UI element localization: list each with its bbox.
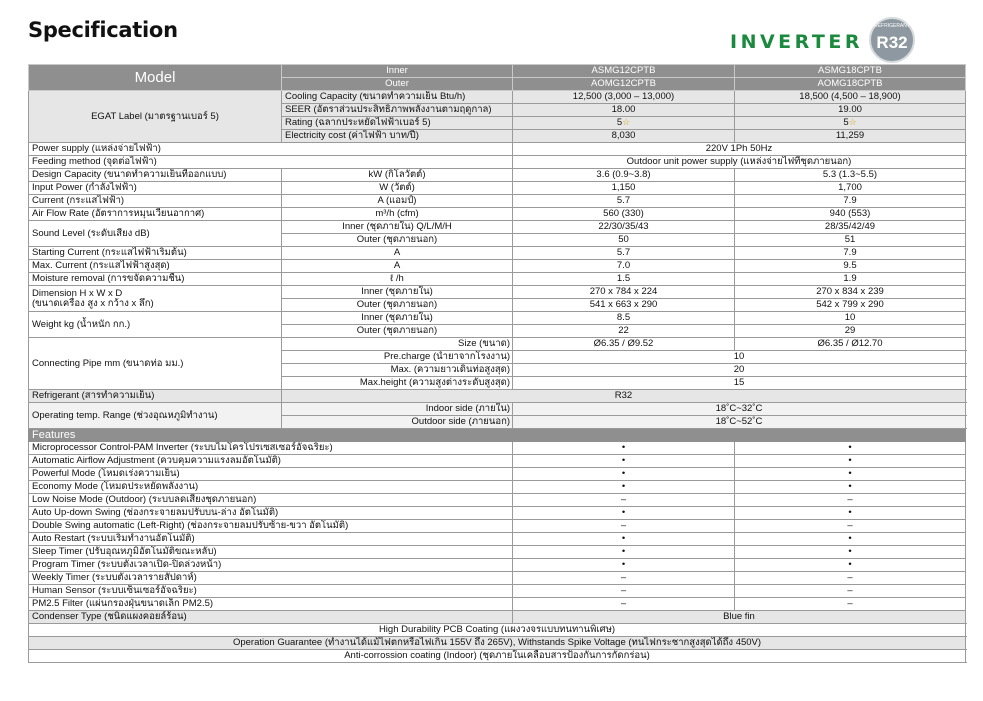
- spec-value: 1.5: [513, 273, 735, 286]
- pipe-max-label: Max. (ความยาวเดินท่อสูงสุด): [282, 364, 513, 377]
- operating-outdoor-value: 18˚C~52˚C: [513, 416, 966, 429]
- operating-indoor-label: Indoor side (ภายใน): [282, 403, 513, 416]
- feature-mark: •: [513, 507, 735, 520]
- spec-unit: m³/h (cfm): [282, 208, 513, 221]
- spec-row: [29, 260, 966, 273]
- feature-row: [29, 572, 966, 585]
- feature-row: [29, 520, 966, 533]
- weight-inner-value: 8.5: [513, 312, 735, 325]
- feature-row: [29, 442, 966, 455]
- feature-mark: –: [735, 585, 966, 598]
- spec-value: 1,150: [513, 182, 735, 195]
- footer-line: Operation Guarantee (ทำงานได้แม้ไฟตกหรือไฟเกิน 155V ถึง 265V), Withstands Spike Voltage (ทนไฟกระชากสูงสุดได้ถึง 450V): [29, 637, 966, 650]
- star-icon: ☆: [848, 117, 857, 128]
- spec-label: Max. Current (กระแสไฟฟ้าสูงสุด): [29, 260, 282, 273]
- rating-cell: [735, 117, 966, 130]
- feature-mark: –: [513, 585, 735, 598]
- pipe-size-value: Ø6.35 / Ø9.52: [513, 338, 735, 351]
- outer-model-2: AOMG18CPTB: [735, 78, 966, 91]
- pipe-precharge-label: Pre.charge (น้ำยาจากโรงงาน): [282, 351, 513, 364]
- spec-label: Moisture removal (การขจัดความชื้น): [29, 273, 282, 286]
- spec-value: 7.9: [735, 195, 966, 208]
- feature-mark: –: [513, 494, 735, 507]
- footer-row: [29, 624, 966, 637]
- pipe-precharge-value: 10: [513, 351, 966, 364]
- refrigerant-value: R32: [282, 390, 966, 403]
- spec-value: 940 (553): [735, 208, 966, 221]
- feature-row: [29, 559, 966, 572]
- spec-value: 5.7: [513, 247, 735, 260]
- spec-value: 1.9: [735, 273, 966, 286]
- dimension-inner-value: 270 x 784 x 224: [513, 286, 735, 299]
- spec-label: Current (กระแสไฟฟ้า): [29, 195, 282, 208]
- feature-row: [29, 533, 966, 546]
- egat-row-label: Rating (ฉลากประหยัดไฟฟ้าเบอร์ 5): [282, 117, 513, 130]
- spec-label: Starting Current (กระแสไฟฟ้าเริ่มต้น): [29, 247, 282, 260]
- operating-label: Operating temp. Range (ช่วงอุณหภูมิทำงาน): [29, 403, 282, 429]
- refrigerant-label: Refrigerant (สารทำความเย็น): [29, 390, 282, 403]
- weight-inner-label: Inner (ชุดภายใน): [282, 312, 513, 325]
- egat-value: 18,500 (4,500 – 18,900): [735, 91, 966, 104]
- weight-inner-value: 10: [735, 312, 966, 325]
- egat-value: 8,030: [513, 130, 735, 143]
- feature-label: Auto Restart (ระบบเริ่มทำงานอัตโนมัติ): [29, 533, 513, 546]
- sound-outer-value: 50: [513, 234, 735, 247]
- spec-value: 7.9: [735, 247, 966, 260]
- spec-table: [28, 64, 966, 663]
- pipe-maxh-value: 15: [513, 377, 966, 390]
- feature-mark: –: [735, 494, 966, 507]
- badge-sub-text: REFRIGERANT: [874, 23, 910, 29]
- spec-value: 560 (330): [513, 208, 735, 221]
- brand-name: INVERTER: [730, 31, 864, 53]
- r32-badge-icon: [869, 17, 915, 63]
- power-supply-value: 220V 1Ph 50Hz: [513, 143, 966, 156]
- feature-label: PM2.5 Filter (แผ่นกรองฝุ่นขนาดเล็ก PM2.5): [29, 598, 513, 611]
- footer-row: [29, 650, 966, 663]
- weight-outer-label: Outer (ชุดภายนอก): [282, 325, 513, 338]
- egat-value: 19.00: [735, 104, 966, 117]
- feature-label: Program Timer (ระบบตั้งเวลาเปิด-ปิดล่วงหน้า): [29, 559, 513, 572]
- feeding-row: [29, 156, 966, 169]
- feeding-value: Outdoor unit power supply (แหล่งจ่ายไฟที่ชุดภายนอก): [513, 156, 966, 169]
- refrigerant-row: [29, 390, 966, 403]
- feature-label: Human Sensor (ระบบเซ็นเซอร์อัจฉริยะ): [29, 585, 513, 598]
- feature-row: [29, 598, 966, 611]
- feature-label: Double Swing automatic (Left-Right) (ช่องกระจายลมปรับซ้าย-ขวา อัตโนมัติ): [29, 520, 513, 533]
- spec-label: Input Power (กำลังไฟฟ้า): [29, 182, 282, 195]
- pipe-size-row: [29, 338, 966, 351]
- feature-row: [29, 585, 966, 598]
- egat-row-label: Electricity cost (ค่าไฟฟ้า บาท/ปี): [282, 130, 513, 143]
- feature-mark: •: [735, 546, 966, 559]
- dimension-outer-label: Outer (ชุดภายนอก): [282, 299, 513, 312]
- egat-row-label: SEER (อัตราส่วนประสิทธิภาพพลังงานตามฤดูกาล): [282, 104, 513, 117]
- condenser-row: [29, 611, 966, 624]
- dimension-sublabel: (ขนาดเครื่อง สูง x กว้าง x ลึก): [32, 297, 154, 309]
- spec-value: 9.5: [735, 260, 966, 273]
- power-supply-label: Power supply (แหล่งจ่ายไฟฟ้า): [29, 143, 513, 156]
- operating-outdoor-label: Outdoor side (ภายนอก): [282, 416, 513, 429]
- feature-mark: –: [513, 520, 735, 533]
- feature-mark: •: [513, 455, 735, 468]
- feature-row: [29, 494, 966, 507]
- condenser-value: Blue fin: [513, 611, 966, 624]
- dimension-inner-value: 270 x 834 x 239: [735, 286, 966, 299]
- egat-label: EGAT Label (มาตรฐานเบอร์ 5): [29, 91, 282, 143]
- outer-model-1: AOMG12CPTB: [513, 78, 735, 91]
- egat-value: 18.00: [513, 104, 735, 117]
- dimension-outer-value: 541 x 663 x 290: [513, 299, 735, 312]
- spec-value: 5.7: [513, 195, 735, 208]
- star-icon: ☆: [622, 117, 631, 128]
- weight-label: Weight kg (น้ำหนัก กก.): [29, 312, 282, 338]
- egat-value: 11,259: [735, 130, 966, 143]
- operating-indoor-row: [29, 403, 966, 416]
- footer-line: Anti-corrossion coating (Indoor) (ชุดภายในเคลือบสารป้องกันการกัดกร่อน): [29, 650, 966, 663]
- spec-label: Design Capacity (ขนาดทำความเย็นที่ออกแบบ): [29, 169, 282, 182]
- spec-value: 5.3 (1.3~5.5): [735, 169, 966, 182]
- spec-row: [29, 182, 966, 195]
- feature-mark: –: [513, 598, 735, 611]
- feature-mark: •: [513, 481, 735, 494]
- spec-value: 7.0: [513, 260, 735, 273]
- sound-inner-value: 28/35/42/49: [735, 221, 966, 234]
- features-header: Features: [29, 429, 966, 442]
- feature-row: [29, 507, 966, 520]
- feature-row: [29, 455, 966, 468]
- feature-mark: •: [735, 442, 966, 455]
- spec-label: Air Flow Rate (อัตราการหมุนเวียนอากาศ): [29, 208, 282, 221]
- feature-label: Auto Up-down Swing (ช่องกระจายลมปรับบน-ล่าง อัตโนมัติ): [29, 507, 513, 520]
- sound-inner-row: [29, 221, 966, 234]
- feature-row: [29, 468, 966, 481]
- footer-line: High Durability PCB Coating (แผงวงจรแบบทนทานพิเศษ): [29, 624, 966, 637]
- dimension-inner-label: Inner (ชุดภายใน): [282, 286, 513, 299]
- model-header-row: [29, 65, 966, 78]
- outer-header-label: Outer: [282, 78, 513, 91]
- sound-inner-value: 22/30/35/43: [513, 221, 735, 234]
- feature-label: Weekly Timer (ระบบตั้งเวลารายสัปดาห์): [29, 572, 513, 585]
- feature-mark: •: [735, 468, 966, 481]
- pipe-size-label: Size (ขนาด): [282, 338, 513, 351]
- feature-mark: •: [735, 455, 966, 468]
- inner-model-1: ASMG12CPTB: [513, 65, 735, 78]
- dimension-outer-value: 542 x 799 x 290: [735, 299, 966, 312]
- pipe-size-value: Ø6.35 / Ø12.70: [735, 338, 966, 351]
- feature-mark: •: [513, 442, 735, 455]
- feature-mark: •: [735, 481, 966, 494]
- feature-label: Low Noise Mode (Outdoor) (ระบบลดเสียงชุดภายนอก): [29, 494, 513, 507]
- feature-mark: •: [735, 533, 966, 546]
- feature-label: Microprocessor Control-PAM Inverter (ระบบไมโครโปรเซสเซอร์อัจฉริยะ): [29, 442, 513, 455]
- spec-row: [29, 208, 966, 221]
- spec-unit: A (แอมป์): [282, 195, 513, 208]
- feature-row: [29, 481, 966, 494]
- inverter-logo: [730, 21, 915, 63]
- feature-mark: •: [513, 533, 735, 546]
- spec-unit: kW (กิโลวัตต์): [282, 169, 513, 182]
- feature-label: Sleep Timer (ปรับอุณหภูมิอัตโนมัติขณะหลับ): [29, 546, 513, 559]
- rating-value: 5: [843, 117, 849, 129]
- spec-row: [29, 247, 966, 260]
- spec-row: [29, 273, 966, 286]
- sound-label: Sound Level (ระดับเสียง dB): [29, 221, 282, 247]
- dimension-inner-row: [29, 286, 966, 299]
- feature-label: Powerful Mode (โหมดเร่งความเย็น): [29, 468, 513, 481]
- spec-value: 1,700: [735, 182, 966, 195]
- feature-mark: •: [735, 507, 966, 520]
- feature-row: [29, 546, 966, 559]
- feature-mark: •: [735, 559, 966, 572]
- sound-outer-label: Outer (ชุดภายนอก): [282, 234, 513, 247]
- condenser-label: Condenser Type (ชนิดแผงคอยล์ร้อน): [29, 611, 513, 624]
- weight-outer-value: 22: [513, 325, 735, 338]
- weight-inner-row: [29, 312, 966, 325]
- egat-row-label: Cooling Capacity (ขนาดทำความเย็น Btu/h): [282, 91, 513, 104]
- page-title: Specification: [28, 18, 178, 42]
- egat-row: [29, 91, 966, 104]
- feature-mark: –: [513, 572, 735, 585]
- feature-mark: –: [735, 572, 966, 585]
- spec-unit: A: [282, 260, 513, 273]
- power-supply-row: [29, 143, 966, 156]
- pipe-label: Connecting Pipe mm (ขนาดท่อ มม.): [29, 338, 282, 390]
- feature-mark: •: [513, 546, 735, 559]
- footer-row: [29, 637, 966, 650]
- feature-mark: –: [735, 598, 966, 611]
- rating-cell: [513, 117, 735, 130]
- egat-value: 12,500 (3,000 – 13,000): [513, 91, 735, 104]
- feature-mark: •: [513, 468, 735, 481]
- feature-mark: •: [513, 559, 735, 572]
- sound-inner-label: Inner (ชุดภายใน) Q/L/M/H: [282, 221, 513, 234]
- model-label: Model: [29, 65, 282, 91]
- badge-main-text: R32: [876, 33, 908, 52]
- pipe-max-value: 20: [513, 364, 966, 377]
- operating-indoor-value: 18˚C~32˚C: [513, 403, 966, 416]
- feature-label: Automatic Airflow Adjustment (ควบคุมความแรงลมอัตโนมัติ): [29, 455, 513, 468]
- dimension-label: Dimension H x W x D: [32, 288, 123, 299]
- weight-outer-value: 29: [735, 325, 966, 338]
- spec-unit: W (วัตต์): [282, 182, 513, 195]
- spec-unit: A: [282, 247, 513, 260]
- spec-row: [29, 195, 966, 208]
- spec-unit: ℓ /h: [282, 273, 513, 286]
- spec-value: 3.6 (0.9~3.8): [513, 169, 735, 182]
- spec-row: [29, 169, 966, 182]
- dimension-label-cell: [29, 286, 282, 312]
- pipe-maxh-label: Max.height (ความสูงต่างระดับสูงสุด): [282, 377, 513, 390]
- inner-header-label: Inner: [282, 65, 513, 78]
- features-header-row: [29, 429, 966, 442]
- rating-value: 5: [616, 117, 623, 129]
- feature-label: Economy Mode (โหมดประหยัดพลังงาน): [29, 481, 513, 494]
- sound-outer-value: 51: [735, 234, 966, 247]
- inner-model-2: ASMG18CPTB: [735, 65, 966, 78]
- feature-mark: –: [735, 520, 966, 533]
- feeding-label: Feeding method (จุดต่อไฟฟ้า): [29, 156, 513, 169]
